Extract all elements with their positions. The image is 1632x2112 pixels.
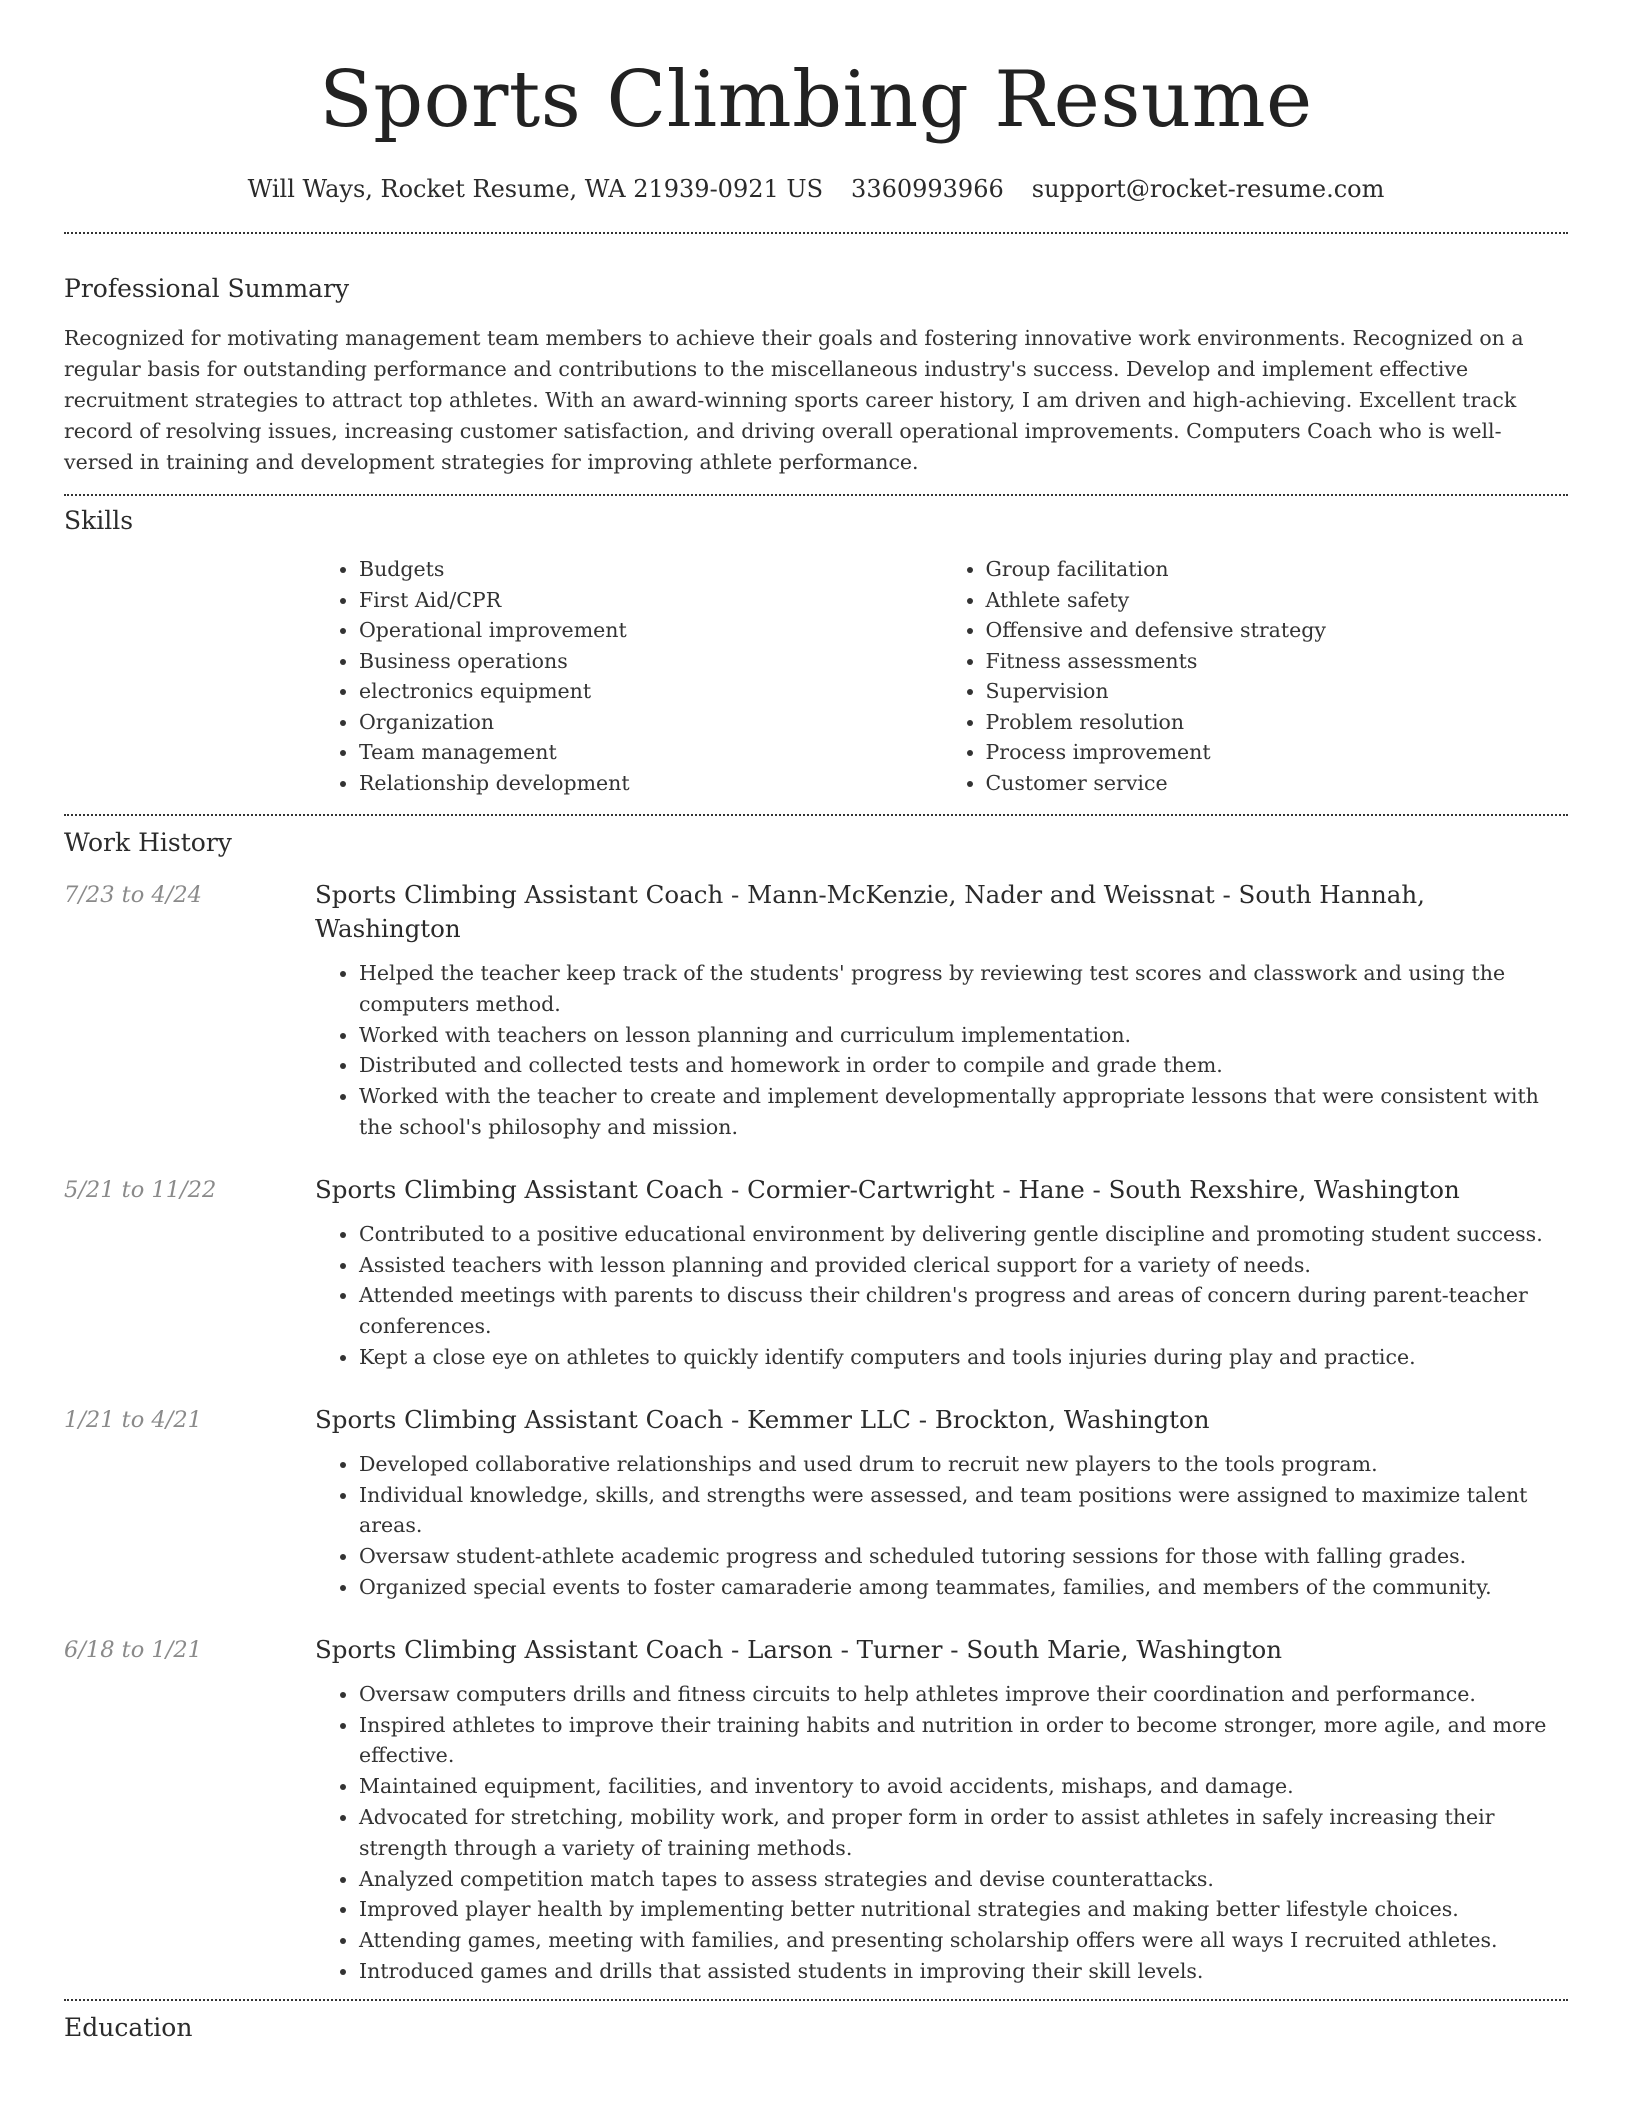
skill-item: • Supervision <box>986 676 1569 707</box>
contact-phone: 3360993966 <box>851 175 1004 203</box>
skill-item: • electronics equipment <box>359 676 942 707</box>
job-date: 7/23 to 4/24 <box>64 882 202 908</box>
contact-email[interactable]: support@rocket-resume.com <box>1031 175 1385 203</box>
job-bullet: • Oversaw student-athlete academic progress and scheduled tutoring sessions for those with falling grades. <box>359 1541 1568 1572</box>
job-entry <box>64 1403 1568 1603</box>
job-date: 5/21 to 11/22 <box>64 1176 217 1203</box>
job-date: 1/21 to 4/21 <box>64 1406 202 1433</box>
job-bullet: • Individual knowledge, skills, and strengths were assessed, and team positions were assigned to maximize talent areas. <box>359 1480 1568 1542</box>
job-bullet: • Helped the teacher keep track of the students' progress by reviewing test scores and classwork and using the computers method. <box>359 958 1568 1020</box>
resume-page <box>64 0 1568 2045</box>
job-bullet-list <box>315 1219 1568 1373</box>
job-bullet: • Attended meetings with parents to discuss their children's progress and areas of concern during parent-teacher conferences. <box>359 1280 1568 1342</box>
job-date: 6/18 to 1/21 <box>64 1636 202 1663</box>
summary-section-title: Professional Summary <box>64 274 350 303</box>
job-bullet: • Worked with teachers on lesson planning and curriculum implementation. <box>359 1020 1568 1051</box>
job-bullet: • Kept a close eye on athletes to quickly identify computers and tools injuries during play and practice. <box>359 1342 1568 1373</box>
skill-item: • Offensive and defensive strategy <box>986 615 1569 646</box>
job-body <box>315 1403 1568 1603</box>
job-bullet: • Worked with the teacher to create and implement developmentally appropriate lessons that were consistent with the school's philosophy and mission. <box>359 1081 1568 1143</box>
job-heading: Sports Climbing Assistant Coach - Mann-McKenzie, Nader and Weissnat - South Hannah, Washington <box>315 880 1425 943</box>
summary-text: Recognized for motivating management team members to achieve their goals and fostering innovative work environments. Recognized on a regular basis for outstanding performance and contributions to the miscellaneous industry's success. Develop and implement effective recruitment strategies to attract top athletes. With an award-winning sports career history, I am driven and high-achieving. Excellent track record of resolving issues, increasing customer satisfaction, and driving overall operational improvements. Computers Coach who is well-versed in training and development strategies for improving athlete performance. <box>64 326 1524 474</box>
job-bullet: • Assisted teachers with lesson planning and provided clerical support for a variety of needs. <box>359 1250 1568 1281</box>
job-bullet: • Contributed to a positive educational environment by delivering gentle discipline and promoting student success. <box>359 1219 1568 1250</box>
education-section-title: Education <box>64 2012 193 2042</box>
job-bullet: • Introduced games and drills that assisted students in improving their skill levels. <box>359 1956 1568 1987</box>
job-body <box>315 1173 1568 1373</box>
job-body <box>315 1633 1568 1987</box>
job-bullet-list <box>315 958 1568 1143</box>
section-divider <box>64 232 1568 234</box>
skills-grid <box>315 554 1568 798</box>
resume-title: Sports Climbing Resume <box>319 55 1313 145</box>
skill-item: • Team management <box>359 737 942 768</box>
skill-item: • Budgets <box>359 554 942 585</box>
skill-item: • Problem resolution <box>986 707 1569 738</box>
job-entry <box>64 878 1568 1143</box>
skill-item: • Athlete safety <box>986 585 1569 616</box>
job-bullet: • Developed collaborative relationships and used drum to recruit new players to the tools program. <box>359 1449 1568 1480</box>
skill-item: • Customer service <box>986 768 1569 799</box>
job-bullet-list <box>315 1449 1568 1603</box>
job-entry <box>64 1633 1568 1987</box>
skill-item: • Organization <box>359 707 942 738</box>
skill-item: • First Aid/CPR <box>359 585 942 616</box>
work-section-title: Work History <box>64 828 232 857</box>
skill-item: • Relationship development <box>359 768 942 799</box>
job-bullet: • Inspired athletes to improve their training habits and nutrition in order to become stronger, more agile, and more effective. <box>359 1710 1568 1772</box>
job-bullet: • Attending games, meeting with families, and presenting scholarship offers were all ways I recruited athletes. <box>359 1925 1568 1956</box>
job-heading: Sports Climbing Assistant Coach - Kemmer LLC - Brockton, Washington <box>315 1404 1210 1434</box>
job-heading: Sports Climbing Assistant Coach - Cormier-Cartwright - Hane - South Rexshire, Washington <box>315 1174 1460 1204</box>
contact-address: Will Ways, Rocket Resume, WA 21939-0921 US <box>247 175 824 203</box>
job-bullet: • Distributed and collected tests and homework in order to compile and grade them. <box>359 1050 1568 1081</box>
job-bullet: • Advocated for stretching, mobility work, and proper form in order to assist athletes in safely increasing their strength through a variety of training methods. <box>359 1802 1568 1864</box>
section-divider <box>64 814 1568 816</box>
skills-column-right <box>942 554 1569 798</box>
section-divider <box>64 494 1568 496</box>
contact-line <box>64 172 1568 206</box>
job-bullet: • Oversaw computers drills and fitness circuits to help athletes improve their coordination and performance. <box>359 1679 1568 1710</box>
section-divider <box>64 1999 1568 2001</box>
job-entry <box>64 1173 1568 1373</box>
skills-column-left <box>315 554 942 798</box>
job-bullet-list <box>315 1679 1568 1987</box>
job-bullet: • Organized special events to foster camaraderie among teammates, families, and members of the community. <box>359 1572 1568 1603</box>
skill-item: • Operational improvement <box>359 615 942 646</box>
skill-item: • Fitness assessments <box>986 646 1569 677</box>
skill-item: • Group facilitation <box>986 554 1569 585</box>
job-bullet: • Improved player health by implementing better nutritional strategies and making better lifestyle choices. <box>359 1894 1568 1925</box>
skill-item: • Process improvement <box>986 737 1569 768</box>
job-bullet: • Maintained equipment, facilities, and inventory to avoid accidents, mishaps, and damage. <box>359 1771 1568 1802</box>
job-body <box>315 878 1568 1143</box>
job-bullet: • Analyzed competition match tapes to assess strategies and devise counterattacks. <box>359 1864 1568 1895</box>
skill-item: • Business operations <box>359 646 942 677</box>
job-heading: Sports Climbing Assistant Coach - Larson - Turner - South Marie, Washington <box>315 1634 1283 1664</box>
skills-section-title: Skills <box>64 506 134 535</box>
work-history-list <box>64 878 1568 1987</box>
